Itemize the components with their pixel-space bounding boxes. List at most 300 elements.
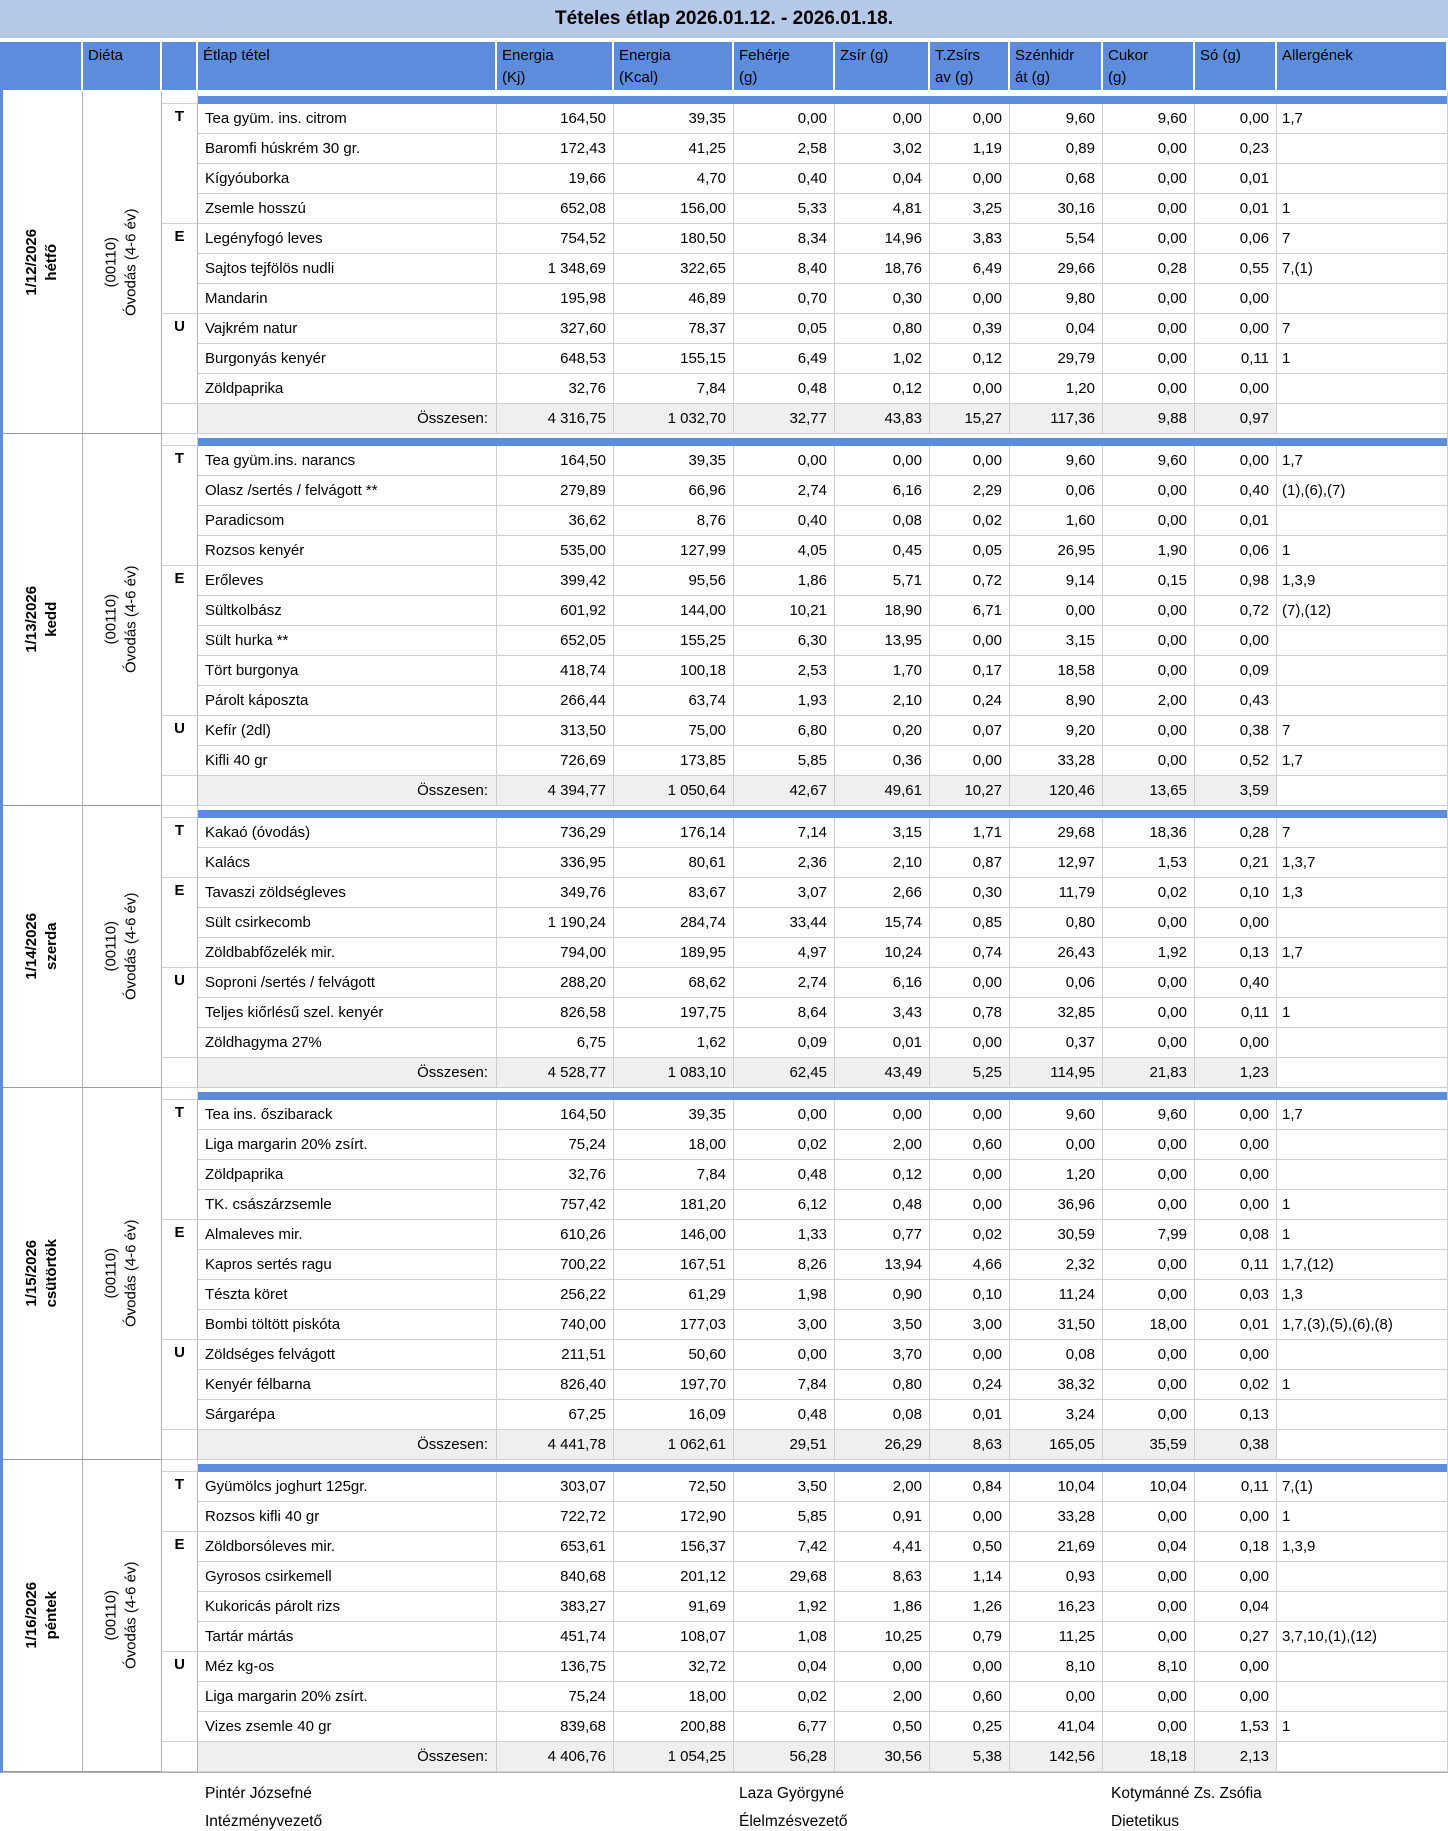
meal-marker: E <box>162 566 198 716</box>
nutrient-value-cell: 3,07 <box>734 878 835 908</box>
nutrient-value-cell: 0,39 <box>930 314 1010 344</box>
nutrient-value-cell: 0,38 <box>1195 716 1277 746</box>
nutrient-value-cell: 451,74 <box>497 1622 614 1652</box>
header-cell-2: Energia (Kcal) <box>614 42 734 92</box>
nutrient-value-cell: 9,60 <box>1103 1100 1195 1130</box>
allergen-cell: 7 <box>1277 716 1448 746</box>
allergen-cell <box>1277 626 1448 656</box>
nutrient-value-cell: 0,52 <box>1195 746 1277 776</box>
nutrient-value-cell: 0,00 <box>835 104 930 134</box>
nutrient-value-cell: 5,54 <box>1010 224 1103 254</box>
nutrient-value-cell: 1,98 <box>734 1280 835 1310</box>
nutrient-value-cell: 11,24 <box>1010 1280 1103 1310</box>
nutrient-value-cell: 3,43 <box>835 998 930 1028</box>
nutrient-value-cell: 0,48 <box>734 1160 835 1190</box>
nutrient-value-cell: 0,08 <box>835 506 930 536</box>
nutrient-value-cell: 0,00 <box>1103 626 1195 656</box>
nutrient-value-cell: 0,36 <box>835 746 930 776</box>
nutrient-value-cell: 2,00 <box>835 1472 930 1502</box>
nutrient-value-cell: 18,00 <box>614 1682 734 1712</box>
item-name-cell: Liga margarin 20% zsírt. <box>198 1130 497 1160</box>
nutrient-value-cell: 1,86 <box>734 566 835 596</box>
nutrient-value-cell: 8,63 <box>835 1562 930 1592</box>
nutrient-value-cell: 0,90 <box>835 1280 930 1310</box>
nutrient-value-cell: 0,00 <box>1010 1682 1103 1712</box>
nutrient-value-cell: 0,13 <box>1195 1400 1277 1430</box>
signature-block <box>739 1785 1111 1831</box>
diet-cell: (00110) Óvodás (4-6 év) <box>83 1088 162 1460</box>
nutrient-value-cell: 740,00 <box>497 1310 614 1340</box>
nutrient-value-cell: 7,84 <box>614 374 734 404</box>
nutrient-value-cell: 8,76 <box>614 506 734 536</box>
nutrient-value-cell: 11,79 <box>1010 878 1103 908</box>
nutrient-value-cell: 0,02 <box>930 1220 1010 1250</box>
item-name-cell: Kefír (2dl) <box>198 716 497 746</box>
nutrient-value-cell: 1,53 <box>1103 848 1195 878</box>
allergen-cell: 1,7,(3),(5),(6),(8) <box>1277 1310 1448 1340</box>
nutrient-value-cell: 4,70 <box>614 164 734 194</box>
nutrient-value-cell: 0,02 <box>1103 878 1195 908</box>
nutrient-value-cell: 0,00 <box>1195 1160 1277 1190</box>
nutrient-value-cell: 6,30 <box>734 626 835 656</box>
nutrient-value-cell: 2,00 <box>1103 686 1195 716</box>
nutrient-value-cell: 0,11 <box>1195 1472 1277 1502</box>
nutrient-value-cell: 0,00 <box>1103 1130 1195 1160</box>
nutrient-value-cell: 0,00 <box>1103 1250 1195 1280</box>
header-cell-9: Allergének <box>1277 42 1448 92</box>
nutrient-value-cell: 8,10 <box>1103 1652 1195 1682</box>
nutrient-value-cell: 100,18 <box>614 656 734 686</box>
nutrient-value-cell: 2,00 <box>835 1682 930 1712</box>
nutrient-value-cell: 0,27 <box>1195 1622 1277 1652</box>
item-name-cell: Kígyóuborka <box>198 164 497 194</box>
total-value-cell: 5,38 <box>930 1742 1010 1772</box>
nutrient-value-cell: 18,00 <box>1103 1310 1195 1340</box>
nutrient-value-cell: 0,78 <box>930 998 1010 1028</box>
total-value-cell: 4 406,76 <box>497 1742 614 1772</box>
nutrient-value-cell: 9,14 <box>1010 566 1103 596</box>
nutrient-value-cell: 0,00 <box>1103 716 1195 746</box>
nutrient-value-cell: 6,12 <box>734 1190 835 1220</box>
nutrient-value-cell: 0,40 <box>734 506 835 536</box>
nutrient-value-cell: 0,01 <box>1195 164 1277 194</box>
nutrient-value-cell: 0,00 <box>1103 374 1195 404</box>
nutrient-value-cell: 0,00 <box>1103 164 1195 194</box>
item-name-cell: Zöldbabfőzelék mir. <box>198 938 497 968</box>
nutrient-value-cell: 3,02 <box>835 134 930 164</box>
nutrient-value-cell: 0,00 <box>1195 284 1277 314</box>
nutrient-value-cell: 0,04 <box>734 1652 835 1682</box>
nutrient-value-cell: 21,69 <box>1010 1532 1103 1562</box>
nutrient-value-cell: 5,85 <box>734 1502 835 1532</box>
total-value-cell: 43,83 <box>835 404 930 434</box>
item-name-cell: Kalács <box>198 848 497 878</box>
total-value-cell: 62,45 <box>734 1058 835 1088</box>
nutrient-value-cell: 6,80 <box>734 716 835 746</box>
nutrient-value-cell: 68,62 <box>614 968 734 998</box>
nutrient-value-cell: 0,00 <box>1195 1652 1277 1682</box>
diet-cell: (00110) Óvodás (4-6 év) <box>83 1460 162 1772</box>
nutrient-value-cell: 2,53 <box>734 656 835 686</box>
nutrient-value-cell: 0,00 <box>930 1100 1010 1130</box>
item-name-cell: Zöldhagyma 27% <box>198 1028 497 1058</box>
nutrient-value-cell: 63,74 <box>614 686 734 716</box>
nutrient-value-cell: 10,21 <box>734 596 835 626</box>
allergen-cell: (7),(12) <box>1277 596 1448 626</box>
nutrient-value-cell: 0,11 <box>1195 344 1277 374</box>
marker-filler <box>162 1088 198 1100</box>
nutrient-value-cell: 0,12 <box>835 374 930 404</box>
nutrient-value-cell: 0,10 <box>930 1280 1010 1310</box>
nutrient-value-cell: 6,16 <box>835 476 930 506</box>
item-name-cell: Olasz /sertés / felvágott ** <box>198 476 497 506</box>
item-name-cell: Gyrosos csirkemell <box>198 1562 497 1592</box>
marker-filler <box>162 404 198 434</box>
nutrient-value-cell: 4,66 <box>930 1250 1010 1280</box>
nutrient-value-cell: 700,22 <box>497 1250 614 1280</box>
nutrient-value-cell: 0,60 <box>930 1130 1010 1160</box>
allergen-cell <box>1277 1592 1448 1622</box>
nutrient-value-cell: 156,37 <box>614 1532 734 1562</box>
allergen-cell: 1,7 <box>1277 1100 1448 1130</box>
nutrient-value-cell: 0,00 <box>734 1100 835 1130</box>
total-value-cell: 165,05 <box>1010 1430 1103 1460</box>
nutrient-value-cell: 11,25 <box>1010 1622 1103 1652</box>
total-label-cell: Összesen: <box>198 1430 497 1460</box>
allergen-cell: 7 <box>1277 224 1448 254</box>
nutrient-value-cell: 0,00 <box>1103 1028 1195 1058</box>
nutrient-value-cell: 0,00 <box>1195 1502 1277 1532</box>
nutrient-value-cell: 0,00 <box>1103 1160 1195 1190</box>
nutrient-value-cell: 83,67 <box>614 878 734 908</box>
nutrient-value-cell: 0,60 <box>930 1682 1010 1712</box>
item-name-cell: Zsemle hosszú <box>198 194 497 224</box>
nutrient-value-cell: 1,60 <box>1010 506 1103 536</box>
total-value-cell: 1 083,10 <box>614 1058 734 1088</box>
total-value-cell: 117,36 <box>1010 404 1103 434</box>
total-value-cell: 43,49 <box>835 1058 930 1088</box>
nutrient-value-cell: 176,14 <box>614 818 734 848</box>
nutrient-value-cell: 0,00 <box>930 446 1010 476</box>
nutrient-value-cell: 0,00 <box>1195 1190 1277 1220</box>
total-value-cell: 29,51 <box>734 1430 835 1460</box>
nutrient-value-cell: 2,10 <box>835 848 930 878</box>
nutrient-value-cell: 3,50 <box>734 1472 835 1502</box>
nutrient-value-cell: 0,25 <box>930 1712 1010 1742</box>
nutrient-value-cell: 757,42 <box>497 1190 614 1220</box>
nutrient-value-cell: 0,05 <box>734 314 835 344</box>
nutrient-value-cell: 8,64 <box>734 998 835 1028</box>
nutrient-value-cell: 1,33 <box>734 1220 835 1250</box>
allergen-cell <box>1277 656 1448 686</box>
nutrient-value-cell: 0,00 <box>930 1340 1010 1370</box>
total-value-cell: 4 394,77 <box>497 776 614 806</box>
total-value-cell: 18,18 <box>1103 1742 1195 1772</box>
nutrient-value-cell: 12,97 <box>1010 848 1103 878</box>
item-name-cell: Zöldpaprika <box>198 374 497 404</box>
nutrient-value-cell: 736,29 <box>497 818 614 848</box>
nutrient-value-cell: 279,89 <box>497 476 614 506</box>
header-cell-8: Só (g) <box>1195 42 1277 92</box>
nutrient-value-cell: 0,72 <box>930 566 1010 596</box>
item-name-cell: Paradicsom <box>198 506 497 536</box>
nutrient-value-cell: 200,88 <box>614 1712 734 1742</box>
nutrient-value-cell: 29,66 <box>1010 254 1103 284</box>
allergen-cell: 1 <box>1277 1220 1448 1250</box>
nutrient-value-cell: 9,60 <box>1103 446 1195 476</box>
meal-marker: E <box>162 1220 198 1340</box>
nutrient-value-cell: 0,00 <box>930 164 1010 194</box>
nutrient-value-cell: 0,21 <box>1195 848 1277 878</box>
nutrient-value-cell: 38,32 <box>1010 1370 1103 1400</box>
item-name-cell: Kakaó (óvodás) <box>198 818 497 848</box>
nutrient-value-cell: 0,00 <box>835 446 930 476</box>
nutrient-value-cell: 0,30 <box>835 284 930 314</box>
nutrient-value-cell: 177,03 <box>614 1310 734 1340</box>
nutrient-value-cell: 10,25 <box>835 1622 930 1652</box>
meal-marker: U <box>162 968 198 1058</box>
meal-marker: T <box>162 818 198 878</box>
nutrient-value-cell: 1,08 <box>734 1622 835 1652</box>
nutrient-value-cell: 0,00 <box>835 1652 930 1682</box>
total-value-cell: 3,59 <box>1195 776 1277 806</box>
nutrient-value-cell: 0,98 <box>1195 566 1277 596</box>
nutrient-value-cell: 3,70 <box>835 1340 930 1370</box>
date-cell: 1/16/2026 péntek <box>3 1460 83 1772</box>
nutrient-value-cell: 0,08 <box>1010 1340 1103 1370</box>
item-name-cell: Sült hurka ** <box>198 626 497 656</box>
nutrient-value-cell: 5,33 <box>734 194 835 224</box>
total-value-cell: 15,27 <box>930 404 1010 434</box>
header-cell-diet: Diéta <box>83 42 162 92</box>
nutrient-value-cell: 0,37 <box>1010 1028 1103 1058</box>
nutrient-value-cell: 1,20 <box>1010 1160 1103 1190</box>
nutrient-value-cell: 155,15 <box>614 344 734 374</box>
nutrient-value-cell: 180,50 <box>614 224 734 254</box>
diet-cell: (00110) Óvodás (4-6 év) <box>83 92 162 434</box>
menu-table <box>0 42 1448 1773</box>
nutrient-value-cell: 0,03 <box>1195 1280 1277 1310</box>
allergen-cell <box>1277 968 1448 998</box>
nutrient-value-cell: 8,34 <box>734 224 835 254</box>
nutrient-value-cell: 1,93 <box>734 686 835 716</box>
nutrient-value-cell: 0,28 <box>1195 818 1277 848</box>
nutrient-value-cell: 30,59 <box>1010 1220 1103 1250</box>
nutrient-value-cell: 0,09 <box>1195 656 1277 686</box>
allergen-cell <box>1277 776 1448 806</box>
nutrient-value-cell: 0,24 <box>930 686 1010 716</box>
meal-marker: T <box>162 1100 198 1220</box>
item-name-cell: TK. császárzsemle <box>198 1190 497 1220</box>
nutrient-value-cell: 6,77 <box>734 1712 835 1742</box>
item-name-cell: Teljes kiőrlésű szel. kenyér <box>198 998 497 1028</box>
nutrient-value-cell: 5,71 <box>835 566 930 596</box>
total-value-cell: 42,67 <box>734 776 835 806</box>
nutrient-value-cell: 164,50 <box>497 446 614 476</box>
nutrient-value-cell: 1,14 <box>930 1562 1010 1592</box>
nutrient-value-cell: 0,00 <box>1103 1370 1195 1400</box>
total-value-cell: 49,61 <box>835 776 930 806</box>
nutrient-value-cell: 1,02 <box>835 344 930 374</box>
nutrient-value-cell: 10,24 <box>835 938 930 968</box>
nutrient-value-cell: 95,56 <box>614 566 734 596</box>
nutrient-value-cell: 0,02 <box>734 1682 835 1712</box>
nutrient-value-cell: 9,60 <box>1010 1100 1103 1130</box>
nutrient-value-cell: 0,80 <box>835 314 930 344</box>
allergen-cell <box>1277 1742 1448 1772</box>
nutrient-value-cell: 2,74 <box>734 968 835 998</box>
nutrient-value-cell: 0,30 <box>930 878 1010 908</box>
nutrient-value-cell: 0,02 <box>1195 1370 1277 1400</box>
nutrient-value-cell: 0,00 <box>1103 968 1195 998</box>
nutrient-value-cell: 794,00 <box>497 938 614 968</box>
meal-marker: T <box>162 446 198 566</box>
total-value-cell: 2,13 <box>1195 1742 1277 1772</box>
nutrient-value-cell: 7,14 <box>734 818 835 848</box>
item-name-cell: Rozsos kifli 40 gr <box>198 1502 497 1532</box>
nutrient-value-cell: 0,00 <box>1103 596 1195 626</box>
nutrient-value-cell: 0,01 <box>835 1028 930 1058</box>
marker-filler <box>162 776 198 806</box>
nutrient-value-cell: 18,90 <box>835 596 930 626</box>
allergen-cell <box>1277 506 1448 536</box>
allergen-cell <box>1277 1058 1448 1088</box>
signer-role: Élelmzésvezető <box>739 1813 848 1830</box>
nutrient-value-cell: 0,40 <box>1195 968 1277 998</box>
nutrient-value-cell: 18,00 <box>614 1130 734 1160</box>
allergen-cell <box>1277 404 1448 434</box>
nutrient-value-cell: 211,51 <box>497 1340 614 1370</box>
nutrient-value-cell: 0,48 <box>734 1400 835 1430</box>
total-value-cell: 4 441,78 <box>497 1430 614 1460</box>
allergen-cell: 1 <box>1277 536 1448 566</box>
nutrient-value-cell: 4,81 <box>835 194 930 224</box>
nutrient-value-cell: 0,00 <box>734 104 835 134</box>
nutrient-value-cell: 754,52 <box>497 224 614 254</box>
nutrient-value-cell: 3,24 <box>1010 1400 1103 1430</box>
header-cell-6: Szénhidr át (g) <box>1010 42 1103 92</box>
nutrient-value-cell: 1,53 <box>1195 1712 1277 1742</box>
nutrient-value-cell: 0,00 <box>930 626 1010 656</box>
signature-footer <box>0 1785 1448 1831</box>
nutrient-value-cell: 0,80 <box>835 1370 930 1400</box>
allergen-cell <box>1277 1130 1448 1160</box>
marker-filler <box>162 1058 198 1088</box>
total-value-cell: 120,46 <box>1010 776 1103 806</box>
nutrient-value-cell: 32,76 <box>497 374 614 404</box>
allergen-cell <box>1277 134 1448 164</box>
nutrient-value-cell: 0,87 <box>930 848 1010 878</box>
item-name-cell: Zöldborsóleves mir. <box>198 1532 497 1562</box>
nutrient-value-cell: 652,08 <box>497 194 614 224</box>
marker-filler <box>162 1742 198 1772</box>
item-name-cell: Rozsos kenyér <box>198 536 497 566</box>
nutrient-value-cell: 0,45 <box>835 536 930 566</box>
total-value-cell: 21,83 <box>1103 1058 1195 1088</box>
total-label-cell: Összesen: <box>198 1742 497 1772</box>
item-name-cell: Méz kg-os <box>198 1652 497 1682</box>
meal-marker: U <box>162 1652 198 1742</box>
nutrient-value-cell: 1,70 <box>835 656 930 686</box>
marker-filler <box>162 806 198 818</box>
nutrient-value-cell: 72,50 <box>614 1472 734 1502</box>
nutrient-value-cell: 172,43 <box>497 134 614 164</box>
nutrient-value-cell: 39,35 <box>614 446 734 476</box>
total-value-cell: 0,97 <box>1195 404 1277 434</box>
allergen-cell <box>1277 1340 1448 1370</box>
nutrient-value-cell: 0,00 <box>1103 656 1195 686</box>
nutrient-value-cell: 32,85 <box>1010 998 1103 1028</box>
nutrient-value-cell: 0,04 <box>1010 314 1103 344</box>
nutrient-value-cell: 16,23 <box>1010 1592 1103 1622</box>
nutrient-value-cell: 0,00 <box>930 1502 1010 1532</box>
nutrient-value-cell: 0,04 <box>835 164 930 194</box>
nutrient-value-cell: 0,00 <box>1195 1562 1277 1592</box>
nutrient-value-cell: 29,68 <box>734 1562 835 1592</box>
nutrient-value-cell: 0,00 <box>1195 446 1277 476</box>
nutrient-value-cell: 0,00 <box>1195 314 1277 344</box>
nutrient-value-cell: 0,00 <box>1103 134 1195 164</box>
nutrient-value-cell: 2,58 <box>734 134 835 164</box>
allergen-cell: 1 <box>1277 1712 1448 1742</box>
nutrient-value-cell: 0,01 <box>930 1400 1010 1430</box>
total-value-cell: 4 316,75 <box>497 404 614 434</box>
nutrient-value-cell: 0,04 <box>1195 1592 1277 1622</box>
nutrient-value-cell: 15,74 <box>835 908 930 938</box>
nutrient-value-cell: 3,00 <box>930 1310 1010 1340</box>
item-name-cell: Legényfogó leves <box>198 224 497 254</box>
nutrient-value-cell: 0,00 <box>1103 224 1195 254</box>
nutrient-value-cell: 0,48 <box>835 1190 930 1220</box>
nutrient-value-cell: 167,51 <box>614 1250 734 1280</box>
nutrient-value-cell: 155,25 <box>614 626 734 656</box>
nutrient-value-cell: 0,00 <box>1103 506 1195 536</box>
total-value-cell: 1 050,64 <box>614 776 734 806</box>
nutrient-value-cell: 0,08 <box>835 1400 930 1430</box>
allergen-cell: 1,7,(12) <box>1277 1250 1448 1280</box>
nutrient-value-cell: 2,66 <box>835 878 930 908</box>
day-separator-stripe <box>198 1088 1448 1100</box>
nutrient-value-cell: 0,00 <box>1103 194 1195 224</box>
nutrient-value-cell: 0,00 <box>1103 1340 1195 1370</box>
allergen-cell <box>1277 1160 1448 1190</box>
nutrient-value-cell: 36,96 <box>1010 1190 1103 1220</box>
nutrient-value-cell: 164,50 <box>497 104 614 134</box>
nutrient-value-cell: 0,12 <box>930 344 1010 374</box>
total-value-cell: 1,23 <box>1195 1058 1277 1088</box>
nutrient-value-cell: 8,10 <box>1010 1652 1103 1682</box>
nutrient-value-cell: 0,01 <box>1195 506 1277 536</box>
nutrient-value-cell: 33,28 <box>1010 746 1103 776</box>
signer-name: Laza Györgyné <box>739 1785 845 1802</box>
day-block <box>3 434 1448 806</box>
nutrient-value-cell: 0,18 <box>1195 1532 1277 1562</box>
nutrient-value-cell: 75,00 <box>614 716 734 746</box>
nutrient-value-cell: 0,06 <box>1010 968 1103 998</box>
day-separator-stripe <box>198 92 1448 104</box>
nutrient-value-cell: 0,74 <box>930 938 1010 968</box>
nutrient-value-cell: 9,20 <box>1010 716 1103 746</box>
header-cell-1: Energia (Kj) <box>497 42 614 92</box>
nutrient-value-cell: 653,61 <box>497 1532 614 1562</box>
table-header-row <box>3 42 1448 92</box>
nutrient-value-cell: 0,48 <box>734 374 835 404</box>
nutrient-value-cell: 349,76 <box>497 878 614 908</box>
nutrient-value-cell: 173,85 <box>614 746 734 776</box>
meal-marker: E <box>162 878 198 968</box>
nutrient-value-cell: 0,05 <box>930 536 1010 566</box>
total-label-cell: Összesen: <box>198 404 497 434</box>
